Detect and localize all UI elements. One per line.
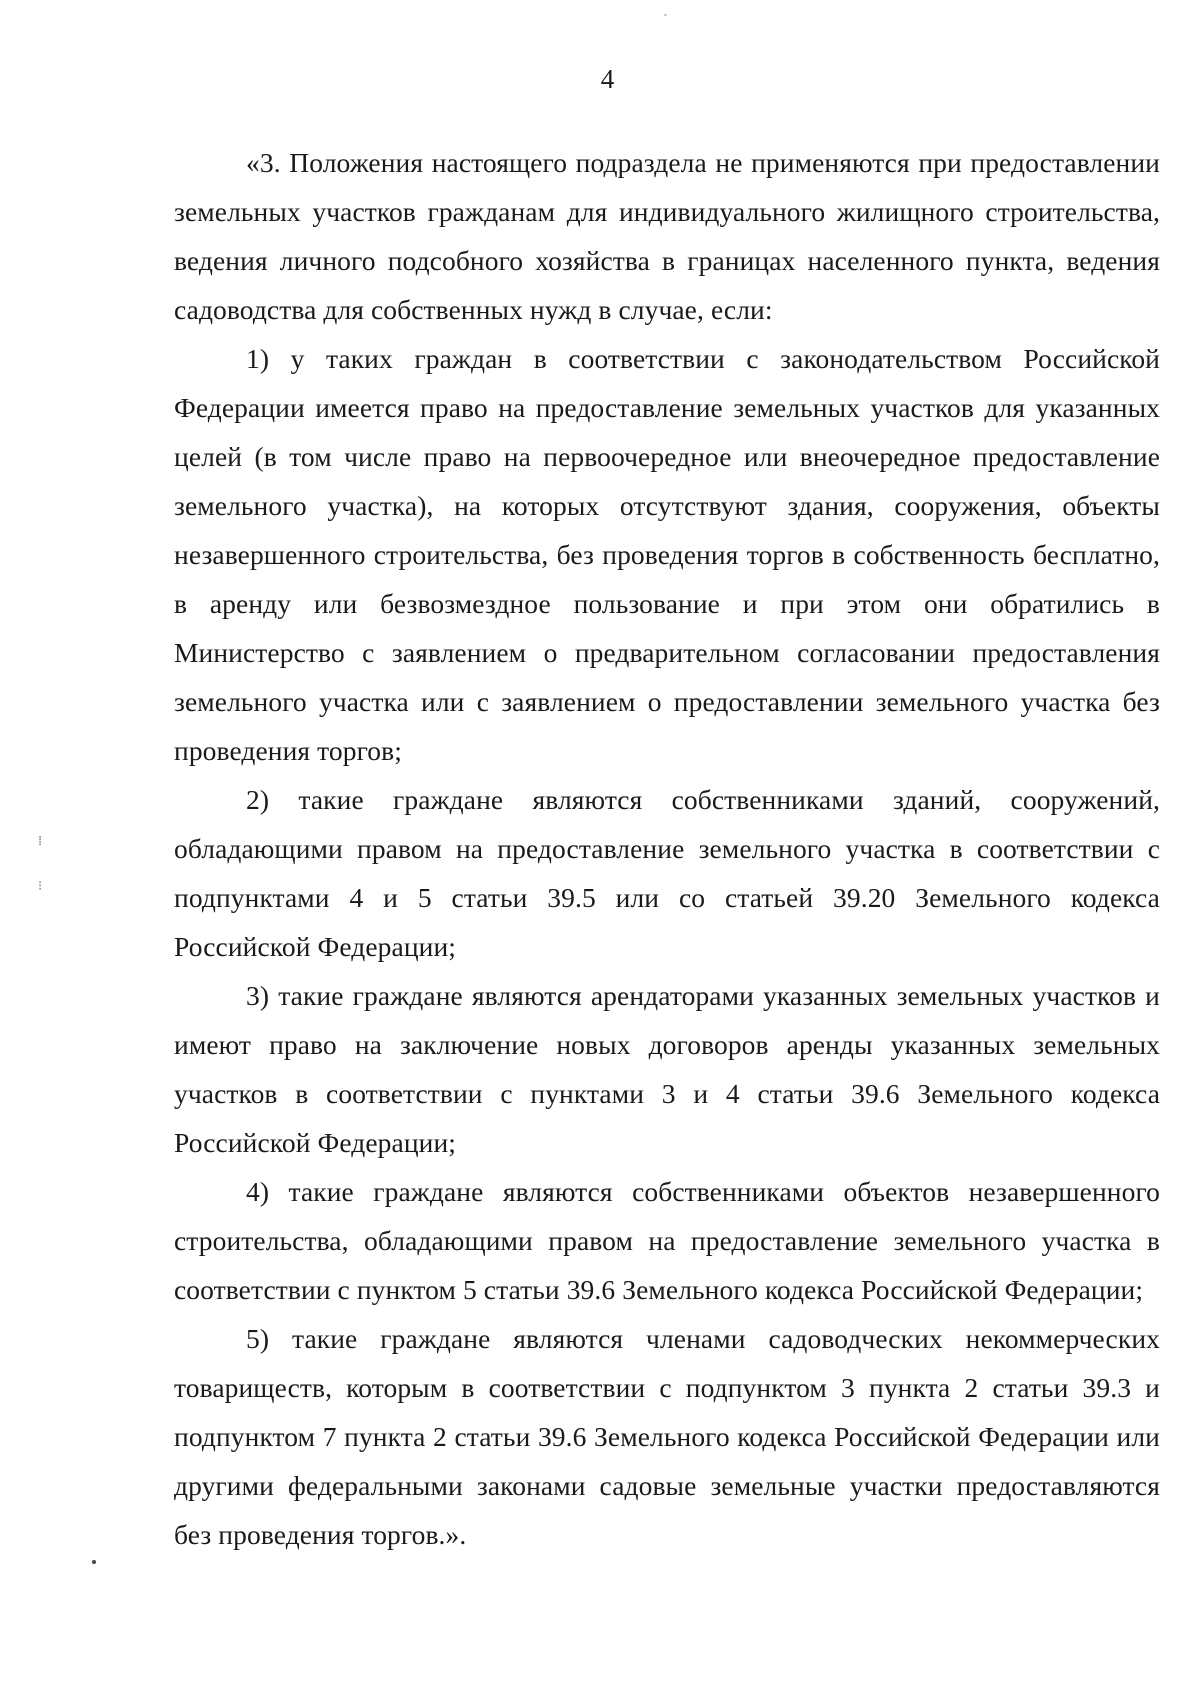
document-body <box>174 138 1160 1559</box>
paragraph-item-3: 3) такие граждане являются арендаторами указанных земельных участков и имеют право на заключение новых договоров аренды указанных земельных участков в соответствии с пунктами 3 и 4 статьи 39.6 Земельного кодекса Российской Федерации; <box>174 980 1160 1158</box>
paragraph-item-1: 1) у таких граждан в соответствии с законодательством Российской Федерации имеется право на предоставление земельных участков для указанных целей (в том числе право на первоочередное или внеочередное предоставление земельного участка), на которых отсутствуют здания, сооружения, объекты незавершенного строительства, без проведения торгов в собственность бесплатно, в аренду или безвозмездное пользование и при этом они обратились в Министерство с заявлением о предварительном согласовании предоставления земельного участка или с заявлением о предоставлении земельного участка без проведения торгов; <box>174 343 1160 766</box>
paragraph-item-4: 4) такие граждане являются собственниками объектов незавершенного строительства, обладающими правом на предоставление земельного участка в соответствии с пунктом 5 статьи 39.6 Земельного кодекса Российской Федерации; <box>174 1176 1160 1305</box>
scan-artifact-mark: ⁞ <box>38 834 43 849</box>
scan-artifact-mark: ⁝ <box>38 879 43 894</box>
paragraph-intro: «3. Положения настоящего подраздела не применяются при предоставлении земельных участков гражданам для индивидуального жилищного строительства, ведения личного подсобного хозяйства в границах населенного пункта, ведения садоводства для собственных нужд в случае, если: <box>174 147 1160 325</box>
scan-artifact-top <box>664 14 667 16</box>
scan-artifact-dot <box>92 1560 96 1564</box>
paragraph-item-5: 5) такие граждане являются членами садоводческих некоммерческих товариществ, которым в соответствии с подпунктом 3 пункта 2 статьи 39.3 и подпунктом 7 пункта 2 статьи 39.6 Земельного кодекса Российской Федерации или другими федеральными законами садовые земельные участки предоставляются без проведения торгов.». <box>174 1323 1160 1550</box>
paragraph-item-2: 2) такие граждане являются собственниками зданий, сооружений, обладающими правом на предоставление земельного участка в соответствии с подпунктами 4 и 5 статьи 39.5 или со статьей 39.20 Земельного кодекса Российской Федерации; <box>174 784 1160 962</box>
page-number: 4 <box>600 64 615 94</box>
